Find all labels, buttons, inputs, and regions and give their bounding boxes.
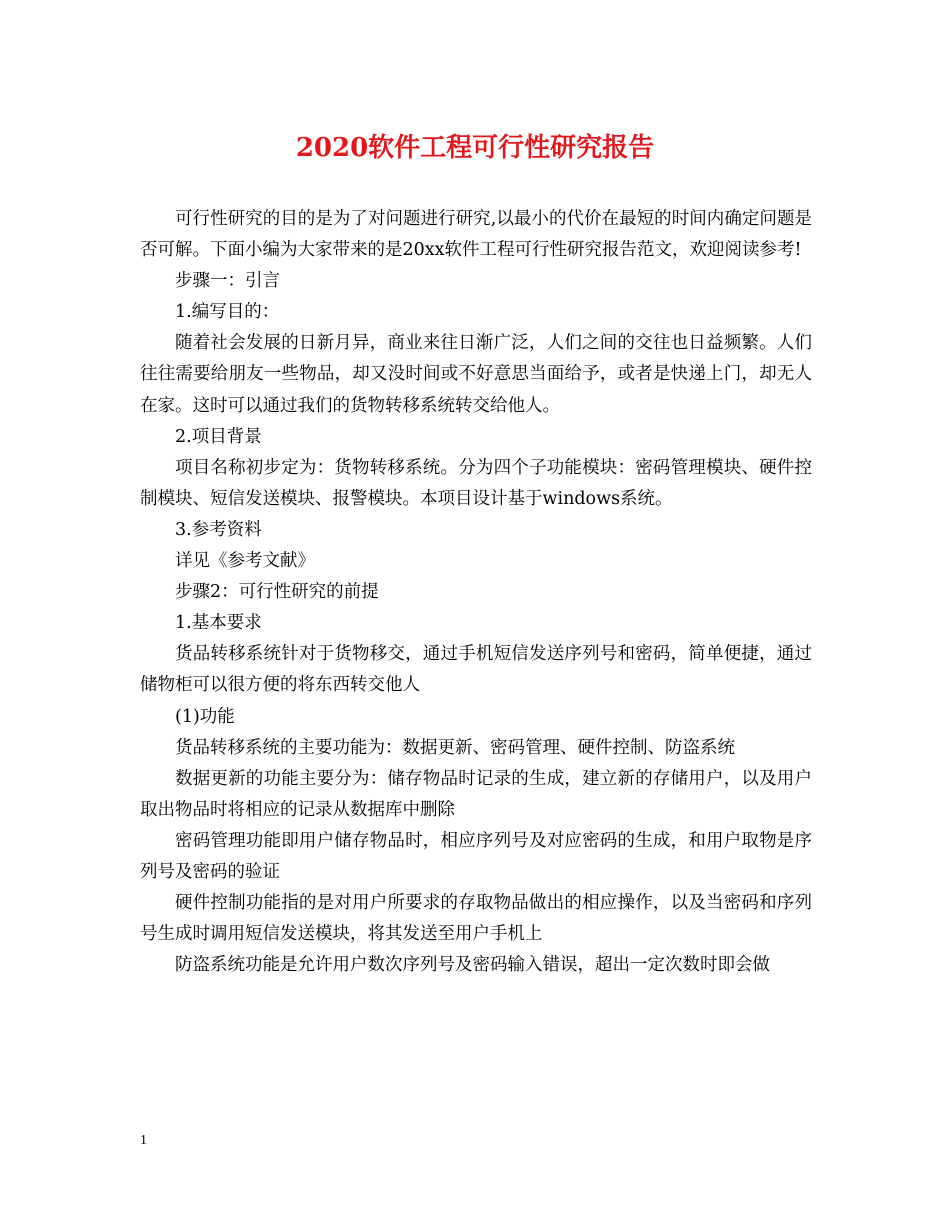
section-heading: 步骤2：可行性研究的前提 (175, 582, 379, 603)
document-body (140, 204, 812, 981)
paragraph: 防盗系统功能是允许用户数次序列号及密码输入错误，超出一定次数时即会做 (175, 955, 770, 976)
document-title: 2020软件工程可行性研究报告 (295, 133, 655, 163)
subsection-heading: 1.基本要求 (175, 613, 262, 634)
paragraph: 可行性研究的目的是为了对问题进行研究,以最小的代价在最短的时间内确定问题是否可解。下面小编为大家带来的是20xx软件工程可行性研究报告范文，欢迎阅读参考! (140, 209, 812, 261)
section-heading: 步骤一：引言 (175, 271, 280, 292)
paragraph: 硬件控制功能指的是对用户所要求的存取物品做出的相应操作，以及当密码和序列号生成时调用短信发送模块，将其发送至用户手机上 (140, 893, 812, 945)
subsection-heading: 1.编写目的： (175, 302, 280, 323)
paragraph: 货品转移系统的主要功能为：数据更新、密码管理、硬件控制、防盗系统 (175, 737, 735, 758)
subsection-heading: 2.项目背景 (175, 426, 262, 447)
page-number: 1 (140, 1133, 147, 1148)
subsection-heading: (1)功能 (175, 706, 235, 727)
subsection-heading: 3.参考资料 (175, 519, 262, 540)
paragraph: 货品转移系统针对于货物移交，通过手机短信发送序列号和密码，简单便捷，通过储物柜可以很方便的将东西转交他人 (140, 644, 812, 696)
paragraph: 随着社会发展的日新月异，商业来往日渐广泛，人们之间的交往也日益频繁。人们往往需要给朋友一些物品，却又没时间或不好意思当面给予，或者是快递上门，却无人在家。这时可以通过我们的货物转移系统转交给他人。 (140, 333, 812, 416)
paragraph: 数据更新的功能主要分为：储存物品时记录的生成，建立新的存储用户，以及用户取出物品时将相应的记录从数据库中删除 (140, 768, 812, 820)
paragraph: 详见《参考文献》 (175, 551, 315, 572)
paragraph: 项目名称初步定为：货物转移系统。分为四个子功能模块：密码管理模块、硬件控制模块、短信发送模块、报警模块。本项目设计基于windows系统。 (140, 457, 812, 509)
paragraph: 密码管理功能即用户储存物品时，相应序列号及对应密码的生成，和用户取物是序列号及密码的验证 (140, 830, 812, 882)
